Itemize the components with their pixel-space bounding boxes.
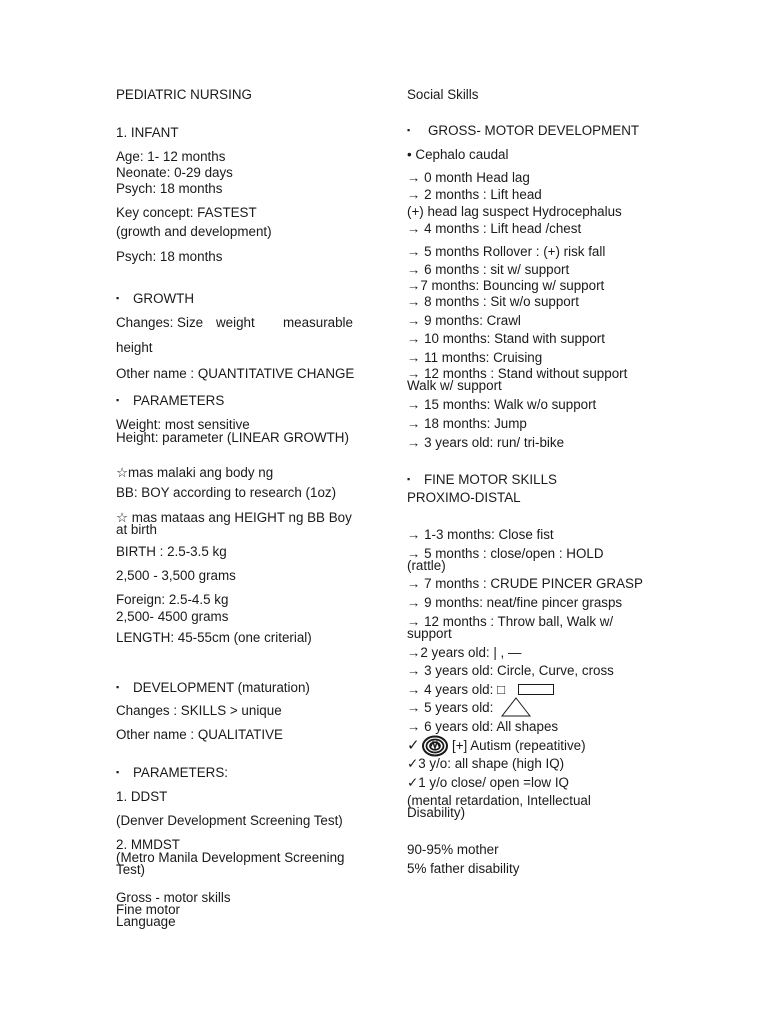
fm-1: → 1-3 months: Close fist [407,527,554,542]
fine-motor: Fine motor [116,902,180,917]
gm-15: → 15 months: Walk w/o support [407,397,597,412]
gm-18: → 18 months: Jump [407,416,527,431]
star-note-height: ☆ mas mataas ang HEIGHT ng BB Boy [116,510,352,525]
fm-4y: → 4 years old: □ [407,682,506,697]
gm-4: → 4 months : Lift head /chest [407,221,582,236]
development-note: (maturation) [233,680,310,695]
fm-3y: → 3 years old: Circle, Curve, cross [407,663,614,678]
gm-11: → 11 months: Cruising [407,350,543,365]
development-label: DEVELOPMENT [133,680,234,695]
gm-5: → 5 months Rollover : (+) risk fall [407,244,606,259]
three-year-note: ✓3 y/o: all shape (high IQ) [407,756,565,771]
changes-weight: weight [216,315,255,330]
height-parameter: Height: parameter (LINEAR GROWTH) [116,430,349,445]
autism-check: ✓ [407,737,420,754]
gross-motor-skills: Gross - motor skills [116,890,231,905]
gm-3y: → 3 years old: run/ tri-bike [407,435,565,450]
key-concept: Key concept: FASTEST [116,205,257,220]
development-heading [133,681,310,694]
birth-kg: BIRTH : 2.5-3.5 kg [116,544,227,559]
cephalo-caudal: • Cephalo caudal [407,147,509,162]
fm-5y: → 5 years old: [407,700,494,715]
bullet-icon: ▪ [116,293,120,303]
weight-sensitive: Weight: most sensitive [116,417,250,432]
gm-hydro: (+) head lag suspect Hydrocephalus [407,204,622,219]
rectangle-icon [518,684,554,695]
fm-9: → 9 months: neat/fine pincer grasps [407,595,623,610]
mmdst: 2. MMDST [116,837,180,852]
height-word: height [116,340,153,355]
psych-line-2: Psych: 18 months [116,249,223,264]
foreign-kg: Foreign: 2.5-4.5 kg [116,592,229,607]
gm-10: → 10 months: Stand with support [407,331,605,346]
bullet-icon: ▪ [407,474,411,484]
star-note-body: ☆mas malaki ang body ng [116,465,274,480]
fm-5: → 5 months : close/open : HOLD [407,546,604,561]
fine-motor-heading: FINE MOTOR SKILLS [424,472,557,487]
gm-8: → 8 months : Sit w/o support [407,294,579,309]
scribble-icon [421,735,449,757]
gm-12: → 12 months : Stand without support [407,366,628,381]
bullet-icon: ▪ [116,767,120,777]
page-title: PEDIATRIC NURSING [116,87,252,102]
gm-0: → 0 month Head lag [407,170,530,185]
mental-retardation-1: (mental retardation, Intellectual [407,793,591,808]
bullet-icon: ▪ [407,125,411,135]
fm-5b: (rattle) [407,558,446,573]
bullet-icon: ▪ [116,682,120,692]
parameters-heading: PARAMETERS [133,393,225,408]
fm-2y: →2 years old: | , — [407,645,522,660]
ddst: 1. DDST [116,789,168,804]
mmdst-full-2: Test) [116,862,146,877]
gm-2: → 2 months : Lift head [407,187,542,202]
gross-motor-heading: GROSS- MOTOR DEVELOPMENT [428,123,640,138]
bullet-icon: ▪ [116,395,120,405]
birth-grams: 2,500 - 3,500 grams [116,568,236,583]
infant-heading: 1. INFANT [116,125,179,140]
social-skills: Social Skills [407,87,479,102]
foreign-grams: 2,500- 4500 grams [116,609,229,624]
mmdst-full-1: (Metro Manila Development Screening [116,850,345,865]
mother-percent: 90-95% mother [407,842,499,857]
fm-7: → 7 months : CRUDE PINCER GRASP [407,576,643,591]
one-year-note: ✓1 y/o close/ open =low IQ [407,775,569,790]
gm-12b: Walk w/ support [407,378,502,393]
fm-12: → 12 months : Throw ball, Walk w/ [407,614,614,629]
other-name-qualitative: Other name : QUALITATIVE [116,727,283,742]
father-percent: 5% father disability [407,861,520,876]
mental-retardation-2: Disability) [407,805,466,820]
bb-boy-note: BB: BOY according to research (1oz) [116,485,337,500]
parameters-heading-2: PARAMETERS: [133,765,228,780]
gm-7: →7 months: Bouncing w/ support [407,278,605,293]
fm-12b: support [407,626,452,641]
key-concept-note: (growth and development) [116,224,272,239]
neonate-line: Neonate: 0-29 days [116,165,233,180]
changes-skills: Changes : SKILLS > unique [116,703,282,718]
growth-heading: GROWTH [133,291,194,306]
changes-size: Changes: Size [116,315,204,330]
gm-6: → 6 months : sit w/ support [407,262,570,277]
triangle-icon [501,697,531,717]
language: Language [116,914,176,929]
other-name-quantitative: Other name : QUANTITATIVE CHANGE [116,366,355,381]
autism-note: [+] Autism (repeatitive) [452,738,586,753]
proximo-distal: PROXIMO-DISTAL [407,490,521,505]
ddst-full: (Denver Development Screening Test) [116,813,343,828]
changes-measurable: measurable [283,315,353,330]
psych-line: Psych: 18 months [116,181,223,196]
length-line: LENGTH: 45-55cm (one criterial) [116,630,312,645]
fm-6y: → 6 years old: All shapes [407,719,559,734]
age-line: Age: 1- 12 months [116,149,226,164]
gm-9: → 9 months: Crawl [407,313,521,328]
at-birth: at birth [116,522,157,537]
